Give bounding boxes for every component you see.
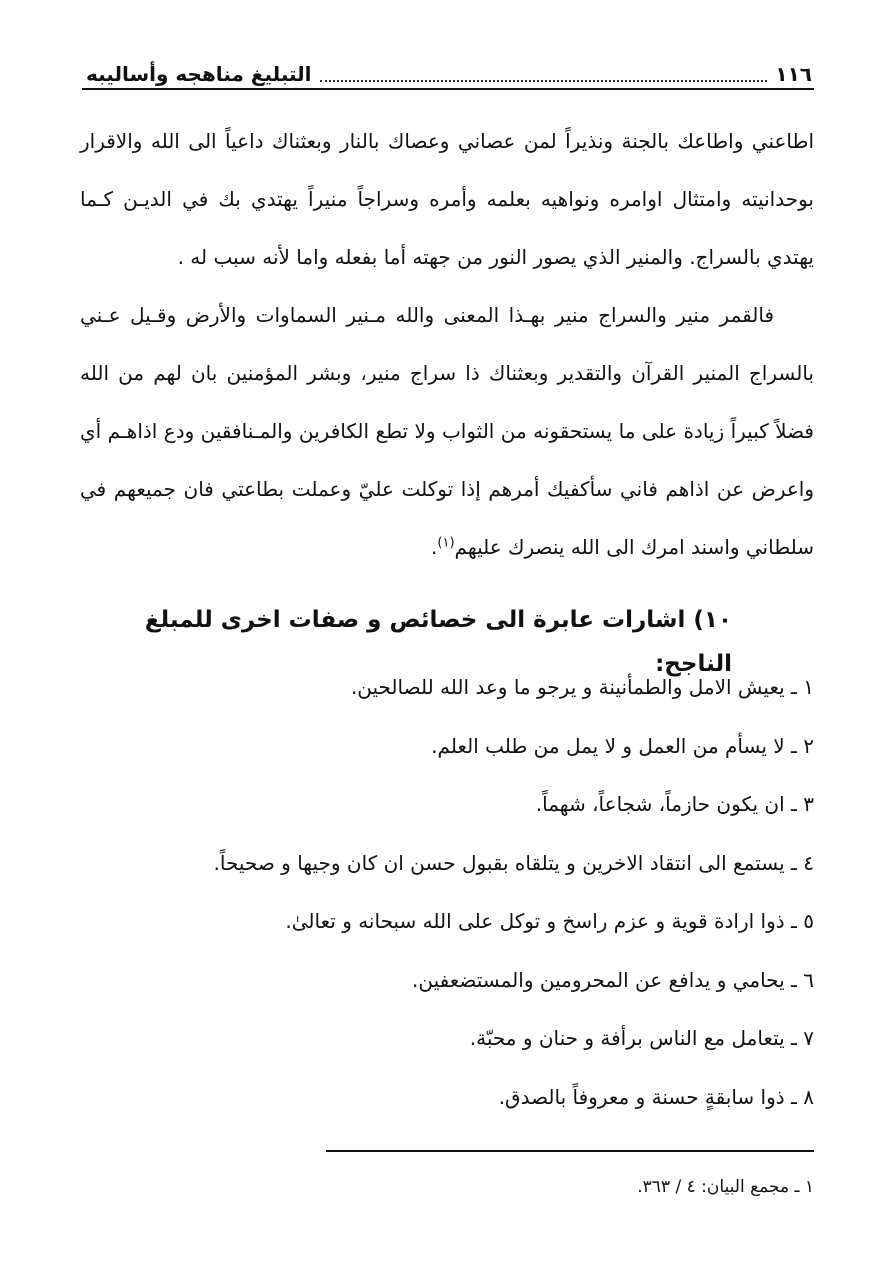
running-title: التبليغ مناهجه وأساليبه [86, 62, 312, 86]
page-number: ١١٦ [775, 62, 812, 86]
list-item: ٤ ـ يستمع الى انتقاد الاخرين و يتلقاه بقبول حسن ان كان وجيها و صحيحاً. [213, 850, 814, 875]
list-item: ٦ ـ يحامي و يدافع عن المحرومين والمستضعفين. [412, 967, 814, 992]
main-text [80, 112, 814, 576]
header-rule [82, 88, 814, 90]
list-item: ٣ ـ ان يكون حازماً، شجاعاً، شهماً. [535, 792, 814, 816]
paragraph-text: اطاعني واطاعك بالجنة ونذيراً لمن عصاني وعصاك بالنار وبعثناك داعياً الى الله والاقرار بوحدانيته وامتثال اوامره ونواهيه بعلمه وأمره وسراجاً منيراً يهتدي بك في الديـن كـما يهتدي بالسراج. والمنير الذي يصور النور من جهته أما بفعله واما لأنه سبب له . [80, 129, 814, 269]
footnote: ١ ـ مجمع البيان: ٤ / ٣٦٣. [637, 1177, 814, 1197]
paragraph [80, 286, 814, 576]
list-item: ٧ ـ يتعامل مع الناس برأفة و حنان و محبّة. [469, 1026, 814, 1050]
list-item: ٨ ـ ذوا سابقةٍ حسنة و معروفاً بالصدق. [498, 1084, 814, 1109]
section-heading: ١٠) اشارات عابرة الى خصائص و صفات اخرى للمبلغ الناجح: [144, 607, 732, 677]
points-list [80, 658, 814, 1126]
footnote-separator [326, 1150, 814, 1152]
footnote-reference[interactable]: (١) [437, 535, 455, 551]
page-header [86, 48, 812, 88]
list-item: ٥ ـ ذوا ارادة قوية و عزم راسخ و توكل على الله سبحانه و تعالىٰ. [285, 909, 814, 933]
header-dot-leader [320, 80, 768, 82]
paragraph-end-punctuation: . [431, 535, 438, 559]
paragraph-text: فالقمر منير والسراج منير بهـذا المعنى والله مـنير السماوات والأرض وقـيل عـني بالسراج المنير القرآن والتقدير وبعثناك ذا سراج منير، وبشر المؤمنين بان لهم من الله فضلاً كبيراً زيادة على ما يستحقونه من الثواب ولا تطع الكافرين والمـنافقين ودع اذاهـم أي واعرض عن اذاهم فاني سأكفيك أمرهم إذا توكلت عليّ وعملت بطاعتي فان جميعهم في سلطاني واسند امرك الى الله ينصرك عليهم [80, 303, 814, 559]
paragraph [80, 112, 814, 286]
list-item: ٢ ـ لا يسأم من العمل و لا يمل من طلب العلم. [431, 733, 814, 758]
list-item: ١ ـ يعيش الامل والطمأنينة و يرجو ما وعد الله للصالحين. [350, 675, 814, 699]
